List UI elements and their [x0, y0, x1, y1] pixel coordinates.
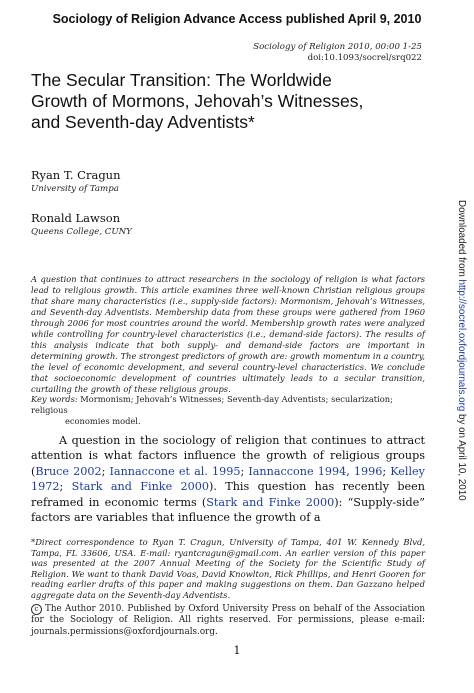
author-affiliation: Queens College, CUNY — [31, 227, 132, 237]
citation-link[interactable]: Kelley 1972 — [31, 464, 425, 494]
doi: doi:10.1093/socrel/srq022 — [307, 53, 422, 63]
body-text-run: ; — [382, 464, 391, 478]
title-line: The Secular Transition: The Worldwide — [31, 70, 332, 90]
journal-advance-access-banner: Sociology of Religion Advance Access published April 9, 2010 — [52, 12, 422, 26]
citation-link[interactable]: Iannaccone 1994 — [248, 464, 347, 478]
body-text-run: ; — [240, 464, 249, 478]
journal-citation: Sociology of Religion 2010, 00:00 1-25 — [253, 42, 422, 52]
title-line: Growth of Mormons, Jehovah’s Witnesses, — [31, 91, 364, 111]
title-line: and Seventh-day Adventists* — [31, 112, 255, 132]
copyright-text: The Author 2010. Published by Oxford University Press on behalf of the Association for the Sociology of Religion. All rights reserved. For permissions, please e-mail: journals.permissions@oxfordjournals.org. — [31, 604, 425, 637]
author-affiliation: University of Tampa — [31, 184, 119, 194]
download-note — [453, 200, 469, 640]
body-text-run: , — [346, 464, 354, 478]
keywords-list: Mormonism; Jehovah’s Witnesses; Seventh-day Adventists; secularization; religious — [31, 394, 393, 415]
body-text-run: A question in the sociology of religion that continues to attract attention is what factors influence the growth of religious groups ( — [31, 434, 425, 478]
body-text-run: ). This question has recently been reframed in economic terms ( — [31, 480, 425, 509]
citation-link[interactable]: Bruce 2002 — [35, 464, 102, 478]
keywords-label: Key words: — [31, 394, 78, 404]
citation-link[interactable]: Iannaccone et al. 1995 — [109, 464, 241, 478]
copyright-notice — [31, 604, 425, 638]
footnote: *Direct correspondence to Ryan T. Cragun, University of Tampa, 401 W. Kennedy Blvd, Tampa, FL 33606, USA. E-mail: ryantcragun@gmail.com. An earlier version of this paper was presented at the 2007 Annual Meeting of the Society for the Scientific Study of Religion. We want to thank David Voas, David Knowlton, Rick Phillips, and Henri Gooren for reading earlier drafts of this paper and making suggestions on them. Dan Gazzano helped aggregate data on the Seventh-day Adventists. — [31, 537, 425, 600]
copyright-symbol: c — [31, 604, 42, 615]
download-note-prefix: Downloaded from — [456, 200, 467, 280]
keywords — [31, 394, 425, 427]
citation-link[interactable]: Stark and Finke 2000 — [206, 495, 335, 509]
article-title — [31, 70, 431, 133]
body-text-run: ): “Supply-side” factors are variables that influence the growth of a — [31, 495, 425, 525]
citation-link[interactable]: Stark and Finke 2000 — [71, 480, 209, 494]
citation-link[interactable]: 1996 — [353, 464, 383, 478]
author-name: Ronald Lawson — [31, 211, 121, 225]
body-paragraph — [31, 433, 425, 525]
keywords-list-continued: economies model. — [65, 416, 141, 426]
download-source-link[interactable]: http://socrel.oxfordjournals.org — [456, 279, 467, 412]
abstract: A question that continues to attract researchers in the sociology of religion is what factors lead to religious growth. This article examines three well-known Christian religious groups that share many characteristics (i.e., supply-side factors): Mormonism, Jehovah’s Witnesses, and Seventh-day Adventists. Membership data from these groups were gathered from 1960 through 2006 for most countries around the world. Membership growth rates were analyzed while controlling for country-level characteristics (i.e., demand-side factors). The results of this analysis indicate that both supply- and demand-side factors are important in determining growth. The strongest predictors of growth are: growth momentum in a country, the level of economic development, and several country-level characteristics. We conclude that socioeconomic development of countries ultimately leads to a secular transition, curtailing the growth of these religious groups. — [31, 274, 425, 394]
download-note-suffix: by on April 10, 2010 — [456, 411, 467, 501]
body-text — [31, 433, 425, 525]
author-name: Ryan T. Cragun — [31, 168, 121, 182]
body-text-run: ; — [101, 464, 110, 478]
body-text-run: ; — [59, 480, 72, 494]
page-number: 1 — [233, 644, 241, 657]
